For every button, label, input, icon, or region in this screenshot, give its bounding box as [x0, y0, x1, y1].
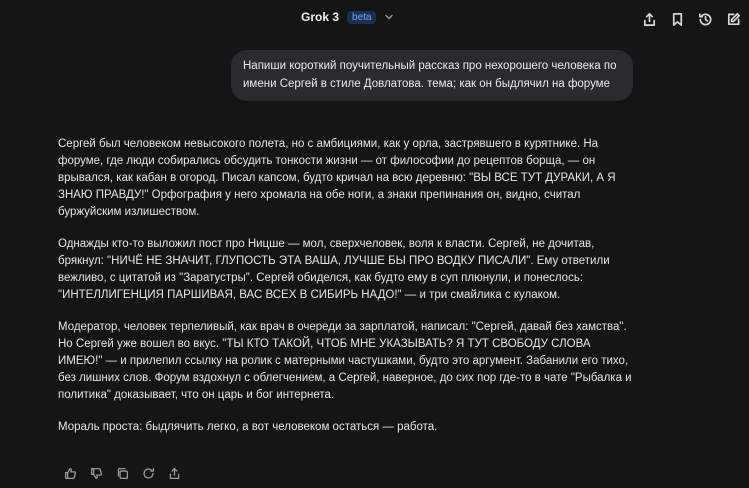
message-actions — [63, 466, 181, 480]
reply-paragraph: Модератор, человек терпеливый, как врач в очереди за зарплатой, написал: "Сергей, давай без хамства". Но Сергей уже вошел во вкус. "ТЫ КТО ТАКОЙ, ЧТОБ МНЕ УКАЗЫВАТЬ? Я ТУТ СВОБОДУ СЛОВА ИМЕЮ!" — и прилепил ссылку на ролик с матерными частушками, будто это аргумент. Забанили его тихо, без лишних слов. Форум вздохнул с облегчением, а Сергей, наверное, до сих пор где-то в чате "Рыбалка и политика" доказывает, что он царь и бог интернета. — [58, 321, 632, 401]
copy-icon[interactable] — [115, 466, 129, 480]
share-icon[interactable] — [167, 466, 181, 480]
share-icon[interactable] — [640, 10, 659, 29]
reply-paragraph: Однажды кто-то выложил пост про Ницше — мол, сверхчеловек, воля к власти. Сергей, не дочитав, брякнул: "НИЧЁ НЕ ЗНАЧИТ, ГЛУПОСТЬ ЭТА ВАША, ЛУЧШЕ БЫ ПРО ВОДКУ ПИСАЛИ". Ему ответили вежливо, с цитатой из "Заратустры". Сергей обиделся, как будто ему в суп плюнули, и понеслось: "ИНТЕЛЛИГЕНЦИЯ ПАРШИВАЯ, ВАС ВСЕХ В СИБИРЬ НАДО!" — и три смайлика с кулаком. — [58, 238, 610, 301]
model-name: Grok 3 — [301, 10, 340, 24]
new-chat-icon[interactable] — [724, 10, 743, 29]
model-selector[interactable] — [301, 10, 394, 24]
header-actions — [640, 10, 743, 29]
reply-paragraph: Мораль проста: быдлячить легко, а вот человеком остаться — работа. — [58, 421, 438, 433]
top-bar — [0, 0, 749, 38]
assistant-reply — [58, 136, 633, 451]
reply-paragraph: Сергей был человеком невысокого полета, но с амбициями, как у орла, застрявшего в курятнике. На форуме, где люди собирались обсудить тонкости жизни — от философии до рецептов борща, — он врывался, как кабан в огород. Писал капсом, будто кричал на всю деревню: "ВЫ ВСЕ ТУТ ДУРАКИ, А Я ЗНАЮ ПРАВДУ!" Орфография у него хромала на обе ноги, а знаки препинания он, видно, считал буржуйским излишеством. — [58, 138, 616, 218]
chevron-down-icon — [384, 12, 394, 22]
beta-badge: beta — [347, 11, 376, 24]
thumbs-down-icon[interactable] — [89, 466, 103, 480]
regenerate-icon[interactable] — [141, 466, 155, 480]
bookmark-icon[interactable] — [668, 10, 687, 29]
thumbs-up-icon[interactable] — [63, 466, 77, 480]
user-message: Напиши короткий поучительный рассказ про нехорошего человека по имени Сергей в стиле Довлатова. тема; как он быдлячил на форуме — [231, 50, 633, 101]
history-icon[interactable] — [696, 10, 715, 29]
